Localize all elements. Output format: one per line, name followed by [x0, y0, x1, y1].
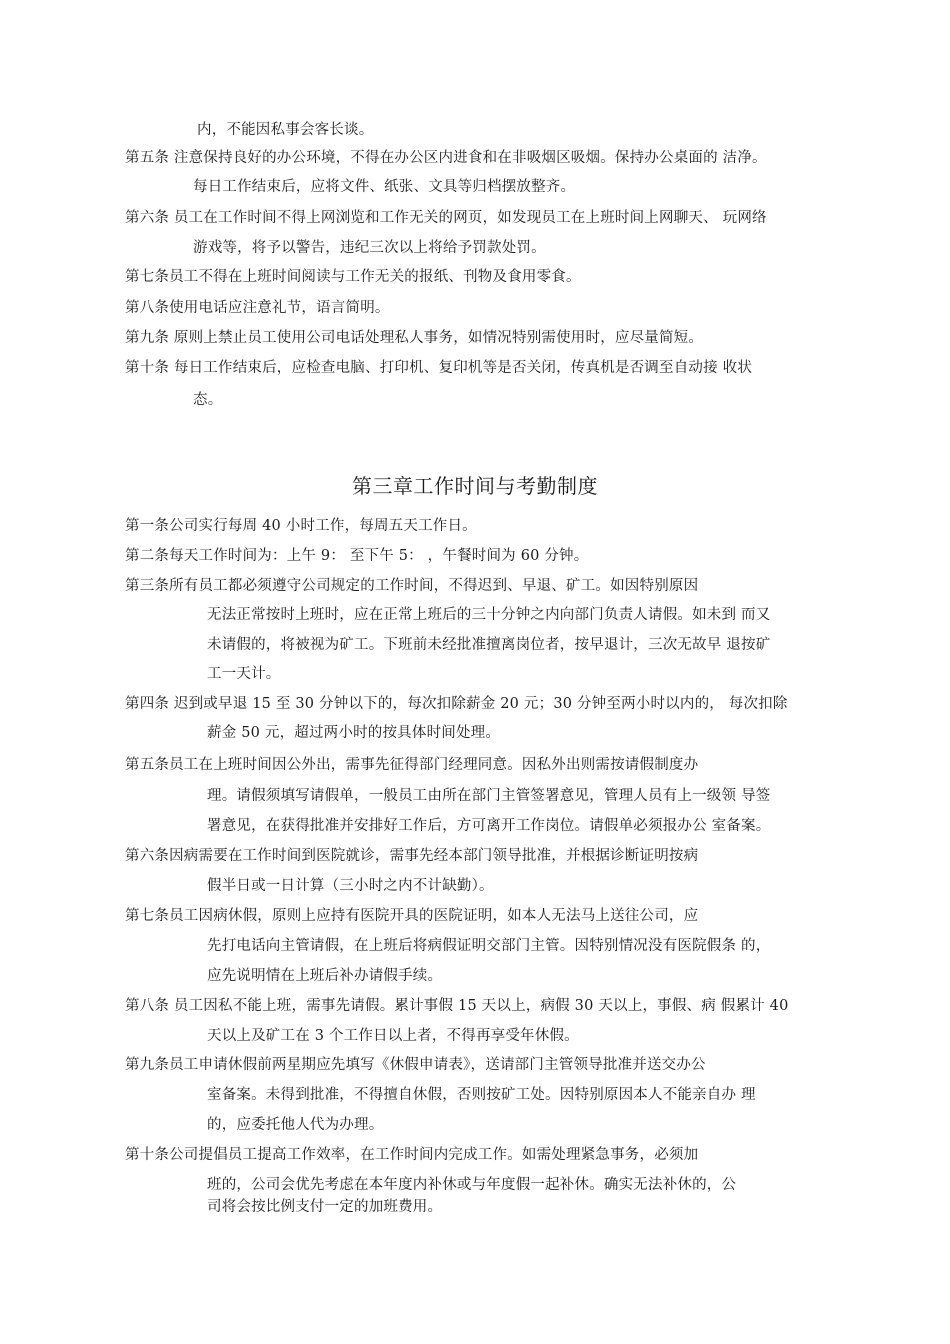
ch3-article-1: 第一条公司实行每周 40 小时工作，每周五天工作日。 [125, 518, 477, 534]
chapter-title: 第三章工作时间与考勤制度 [352, 474, 598, 498]
article-5-line-1: 第五条 注意保持良好的办公环境，不得在办公区内进食和在非吸烟区吸烟。保持办公桌面的 洁净。 [125, 150, 767, 166]
article-5-line-2: 每日工作结束后，应将文件、纸张、文具等归档摆放整齐。 [193, 179, 576, 195]
ch3-article-9-line-3: 的，应委托他人代为办理。 [207, 1117, 384, 1133]
article-6-line-1: 第六条 员工在工作时间不得上网浏览和工作无关的网页，如发现员工在上班时间上网聊天、 玩网络 [125, 210, 767, 226]
paragraph-line: 内，不能因私事会客长谈。 [197, 122, 374, 138]
article-7-line: 第七条员工不得在上班时间阅读与工作无关的报纸、刊物及食用零食。 [125, 269, 581, 285]
ch3-article-8-line-1: 第八条 员工因私不能上班，需事先请假。累计事假 15 天以上，病假 30 天以上，事假、病 假累计 40 [125, 998, 789, 1014]
ch3-article-9-line-2: 室备案。未得到批准，不得擅自休假，否则按矿工处。因特别原因本人不能亲自办 理 [207, 1087, 756, 1103]
article-10-line-1: 第十条 每日工作结束后，应检查电脑、打印机、复印机等是否关闭，传真机是否调至自动接 收状 [125, 360, 753, 376]
ch3-article-2: 第二条每天工作时间为：上午 9： 至下午 5： ，午餐时间为 60 分钟。 [125, 548, 589, 564]
article-8-line: 第八条使用电话应注意礼节，语言简明。 [125, 300, 390, 316]
ch3-article-10-line-1: 第十条公司提倡员工提高工作效率，在工作时间内完成工作。如需处理紧急事务，必须加 [125, 1147, 699, 1163]
ch3-article-5-line-3: 署意见，在获得批准并安排好工作后，方可离开工作岗位。请假单必须报办公 室备案。 [207, 818, 771, 834]
ch3-article-7-line-3: 应先说明情在上班后补办请假手续。 [207, 968, 443, 984]
ch3-article-6-line-2: 假半日或一日计算（三小时之内不计缺勤）。 [207, 878, 494, 894]
article-9-line: 第九条 原则上禁止员工使用公司电话处理私人事务，如情况特别需使用时，应尽量简短。 [125, 330, 704, 346]
ch3-article-9-line-1: 第九条员工申请休假前两星期应先填写《休假申请表》，送请部门主管领导批准并送交办公 [125, 1057, 706, 1073]
ch3-article-7-line-1: 第七条员工因病休假，原则上应持有医院开具的医院证明，如本人无法马上送往公司，应 [125, 908, 699, 924]
ch3-article-3-line-1: 第三条所有员工都必须遵守公司规定的工作时间，不得迟到、早退、矿工。如因特别原因 [125, 578, 699, 594]
ch3-article-10-line-2: 班的，公司会优先考虑在本年度内补休或与年度假一起补休。确实无法补休的，公 [207, 1177, 737, 1193]
ch3-article-4-line-2: 薪金 50 元，超过两小时的按具体时间处理。 [207, 725, 501, 741]
ch3-article-5-line-1: 第五条员工在上班时间因公外出，需事先征得部门经理同意。因私外出则需按请假制度办 [125, 757, 699, 773]
ch3-article-3-line-2: 无法正常按时上班时，应在正常上班后的三十分钟之内向部门负责人请假。如未到 而又 [207, 607, 771, 623]
ch3-article-4-line-1: 第四条 迟到或早退 15 至 30 分钟以下的，每次扣除薪金 20 元；30 分钟至两小时以内的， 每次扣除 [125, 696, 788, 712]
ch3-article-7-line-2: 先打电话向主管请假，在上班后将病假证明交部门主管。因特别情况没有医院假条 的， [207, 938, 771, 954]
article-10-line-2: 态。 [193, 392, 223, 408]
ch3-article-10-line-3: 司将会按比例支付一定的加班费用。 [207, 1199, 443, 1215]
ch3-article-6-line-1: 第六条因病需要在工作时间到医院就诊，需事先经本部门领导批准，并根据诊断证明按病 [125, 848, 699, 864]
ch3-article-3-line-4: 工一天计。 [207, 666, 281, 682]
ch3-article-8-line-2: 天以上及矿工在 3 个工作日以上者，不得再享受年休假。 [207, 1028, 579, 1044]
ch3-article-3-line-3: 未请假的，将被视为矿工。下班前未经批准擅离岗位者，按早退计，三次无故早 退按矿 [207, 637, 771, 653]
article-6-line-2: 游戏等，将予以警告，违纪三次以上将给予罚款处罚。 [193, 240, 546, 256]
ch3-article-5-line-2: 理。请假须填写请假单，一般员工由所在部门主管签署意见，管理人员有上一级领 导签 [207, 788, 771, 804]
